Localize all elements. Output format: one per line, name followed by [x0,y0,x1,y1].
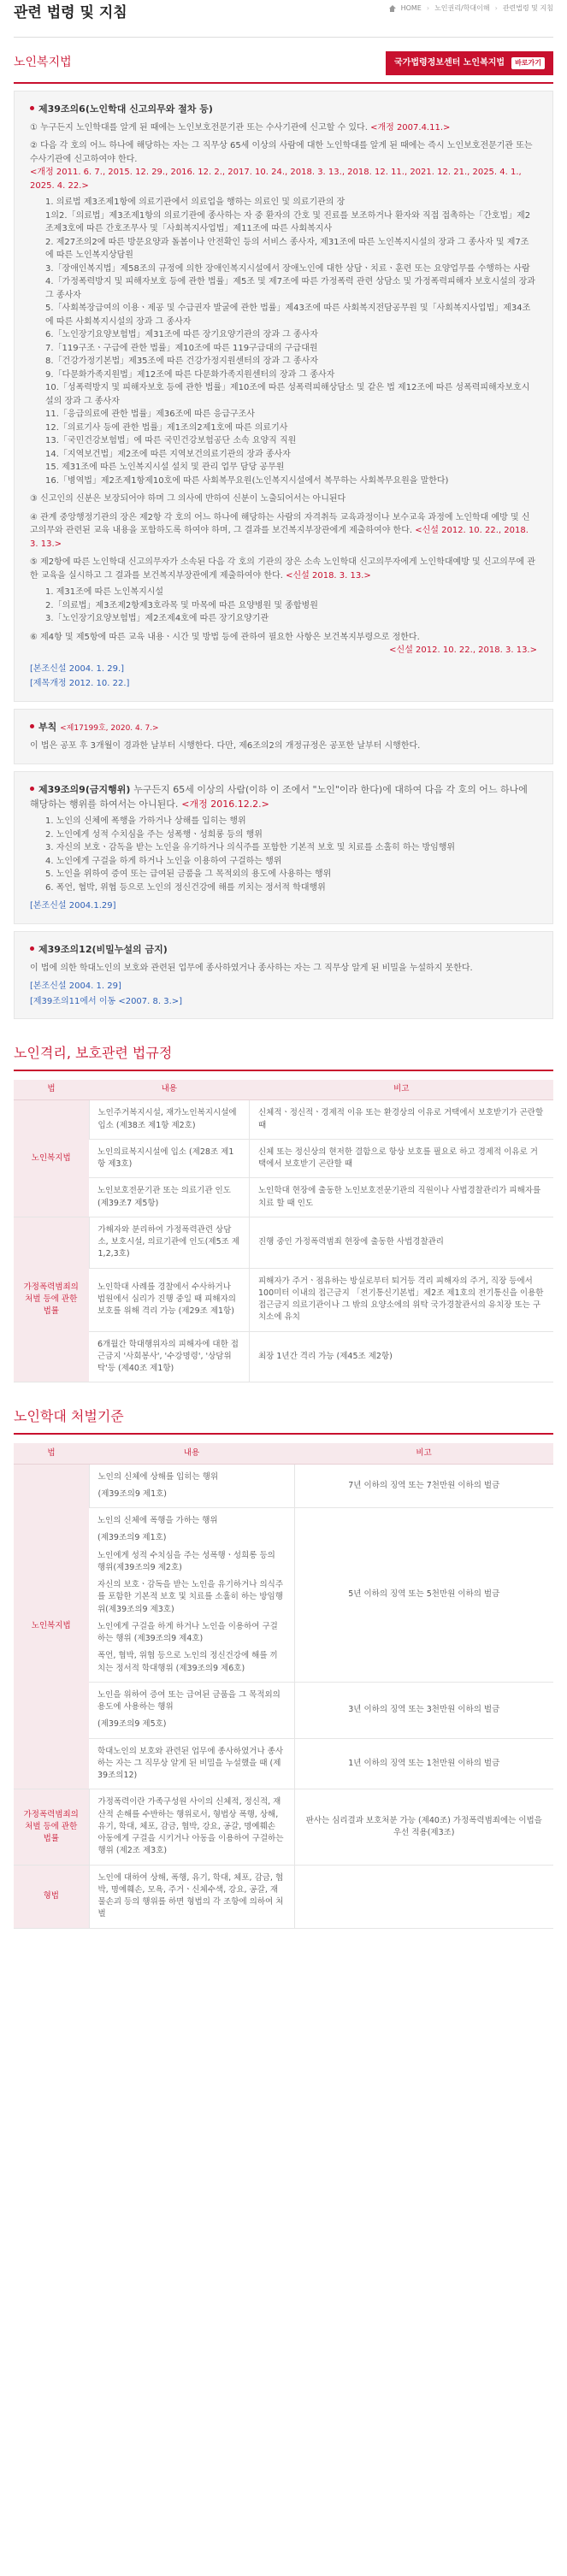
list-item: 6. 폭언, 협박, 위협 등으로 노인의 정신건강에 해를 끼치는 정서적 학대행위 [45,882,326,893]
content-cell: 노인학대 사례를 경찰에서 수사하거나 법원에서 심리가 진행 중일 때 피해자의 보호를 위해 격리 가능 (제29조 제1항) [89,1268,249,1331]
list-item: 13.「국민건강보험법」에 따른 국민건강보험공단 소속 요양직 직원 [45,436,297,446]
list-item: 1. 제31조에 따른 노인복지시설 [45,587,164,598]
list-item: 3.「노인장기요양보험법」제2조제4호에 따른 장기요양기관 [45,614,269,624]
list-item: 7.「119구조ㆍ구급에 관한 법률」제10조에 따른 119구급대의 구급대원 [45,343,318,353]
list-item: 2.「의료법」제3조제2항제3호라목 및 마목에 따른 요양병원 및 종합병원 [45,600,318,610]
paragraph-4: ④ 관계 중앙행정기관의 장은 제2항 각 호의 어느 하나에 해당하는 사람의 자격취득 교육과정이나 보수교육 과정에 노인학대 예방 및 신고의무와 관련된 교육 내용을 포함하도록 하여야 하며, 그 결과를 보건복지부장관에게 제출하여야 한다. <신설 2012. 10. 22., 2018. 3. 13.> [30,512,530,549]
bullet-icon [30,724,34,728]
law-category-cell: 노인복지법 [14,1100,89,1217]
bullet-icon [30,106,34,110]
list-item: 1. 노인의 신체에 폭행을 가하거나 상해를 입히는 행위 [45,816,246,827]
content-cell [89,1865,294,1928]
article-title: 부칙 <제17199호, 2020. 4. 7.> [30,720,537,735]
paragraph-5: ⑤ 제2항에 따른 노인학대 신고의무자가 소속된 다음 각 호의 기관의 장은 소속 노인학대 신고의무자에게 노인학대예방 및 신고의무에 관한 교육을 실시하고 그 결과를 보건복지부장관에게 제출하여야 한다. <신설 2018. 3. 13.> [30,557,536,581]
note-cell: 7년 이하의 징역 또는 7천만원 이하의 벌금 [294,1464,553,1508]
table-row [14,1139,553,1178]
enactment-note: [본조신설 2004. 1. 29] [30,981,121,992]
law-category-cell: 형법 [14,1865,89,1928]
paragraph-6: ⑥ 제4항 및 제5항에 따른 교육 내용ㆍ시간 및 방법 등에 관하여 필요한 사항은 보건복지부령으로 정한다. <신설 2012. 10. 22., 2018. 3. 13.> [30,632,537,656]
note-cell: 판사는 심리결과 보호처분 가능 (제40조) 가정폭력범죄에는 이법을 우선 적용(제3조) [294,1789,553,1865]
page-title: 관련 법령 및 지침 [14,4,127,21]
list-item: 11.「응급의료에 관한 법률」제36조에 따른 응급구조사 [45,410,255,420]
home-icon[interactable] [388,5,396,12]
law-section-title: 노인복지법 [14,55,72,69]
article-title: 제39조의12(비밀누설의 금지) [30,942,537,957]
note-cell [294,1865,553,1928]
content-cell: 가해자와 분리하여 가정폭력관련 상담소, 보호시설, 의료기관에 인도(제5조 제1,2,3호) [89,1217,249,1268]
content-cell [89,1738,294,1789]
article-39-9-box [14,771,553,924]
section-title-punishment: 노인학대 처벌기준 [14,1406,553,1435]
enactment-note: [본조신설 2004.1.29] [30,901,116,911]
breadcrumb-home[interactable]: HOME [400,4,422,12]
content-line: 노인의 신체에 상해를 입히는 행위 [97,1471,219,1482]
prohibited-acts-list [45,815,537,894]
table-row [14,1268,553,1331]
law-info-link-label: 국가법령정보센터 노인복지법 [394,58,505,68]
note-cell: 피해자가 주거ㆍ점유하는 방실로부터 퇴거등 격리 피해자의 주거, 직장 등에서 100미터 이내의 접근금지 「전기통신기본법」제2조 제1호의 전기통신을 이용한 접근금지 의료기관이나 그 밖의 요양소에의 위탁 국가경찰관서의 유치장 또는 구치소에 유치 [249,1268,553,1331]
table-row [14,1100,553,1140]
article-title: 제39조의6(노인학대 신고의무와 절차 등) [30,102,537,116]
paragraph-1: ① 누구든지 노인학대를 알게 된 때에는 노인보호전문기관 또는 수사기관에 신고할 수 있다. <개정 2007.4.11.> [30,122,451,133]
content-line: (제39조의9 제1호) [97,1488,167,1499]
content-line: (제39조의9 제1호) [97,1533,167,1543]
addendum-text: 이 법은 공포 후 3개월이 경과한 날부터 시행한다. 다만, 제6조의2의 개정규정은 공포한 날부터 시행한다. [30,741,421,752]
list-item: 9.「다문화가족지원법」제12조에 따른 다문화가족지원센터의 장과 그 종사자 [45,369,335,380]
bullet-icon [30,787,34,791]
breadcrumb [388,3,553,14]
institution-list [45,586,537,626]
column-header: 비고 [249,1080,553,1100]
content-line: 자신의 보호ㆍ감독을 받는 노인을 유기하거나 의식주를 포함한 기본적 보호 및 치료를 소홀히 하는 방임행위(제39조의9 제3호) [97,1580,283,1614]
article-39-12-box [14,931,553,1020]
section-title-isolation: 노인격리, 보호관련 법규정 [14,1043,553,1071]
punishment-table [14,1443,553,1929]
paragraph-3: ③ 신고인의 신분은 보장되어야 하며 그 의사에 반하여 신분이 노출되어서는 아니된다 [30,494,346,504]
enactment-note: [본조신설 2004. 1. 29.] [30,663,125,674]
list-item: 3. 자신의 보호ㆍ감독을 받는 노인을 유기하거나 의식주를 포함한 기본적 보호 및 치료를 소홀히 하는 방임행위 [45,843,456,853]
table-row [14,1508,553,1683]
content-line: (제39조의9 제5호) [97,1719,167,1730]
content-cell [89,1789,294,1865]
note-cell: 최장 1년간 격리 가능 (제45조 제2항) [249,1331,553,1382]
list-item: 5.「사회복장급여의 이용ㆍ제공 및 수급권자 발굴에 관한 법률」제43조에 따른 사회복지전담공무원 및「사회복지사업법」제34조에 따른 사회복지시설의 장과 그 종사자 [45,304,531,327]
list-item: 2. 제27조의2에 따른 방문요양과 돌봄이나 안전확인 등의 서비스 종사자, 제31조에 따른 노인복지시설의 장과 그 종사자 및 제7조에 따른 노인복지상담원 [45,237,529,261]
list-item: 16.「병역법」제2조제1항제10호에 따른 사회복무요원(노인복지시설에서 복무하는 사회복무요원을 말한다) [45,475,449,486]
content-cell [89,1682,294,1738]
list-item: 2. 노인에게 성적 수치심을 주는 성폭행ㆍ성희롱 등의 행위 [45,829,263,840]
list-item: 3.「장애인복지법」제58조의 규정에 의한 장애인복지시설에서 장애노인에 대한 상담ㆍ치료ㆍ훈련 또는 요양업무를 수행하는 사람 [45,263,530,274]
confidentiality-text: 이 법에 의한 학대노인의 보호와 관련된 업무에 종사하였거나 종사하는 자는 그 직무상 알게 된 비밀을 누설하지 못한다. [30,963,473,973]
list-item: 5. 노인을 위하여 증여 또는 급여된 금품을 그 목적외의 용도에 사용하는 행위 [45,869,332,880]
isolation-law-table [14,1080,553,1383]
relocation-note: [제39조의11에서 이동 <2007. 8. 3.>] [30,996,183,1006]
breadcrumb-separator: › [494,4,498,12]
note-cell: 3년 이하의 징역 또는 3천만원 이하의 벌금 [294,1682,553,1738]
article-title: 제39조의9(금지행위) 누구든지 65세 이상의 사람(이하 이 조에서 "노인"이라 한다)에 대하여 다음 각 호의 어느 하나에 해당하는 행위를 하여서는 아니된다. <개정 2016.12.2.> [30,783,528,811]
column-header: 내용 [89,1080,249,1100]
note-cell: 1년 이하의 징역 또는 1천만원 이하의 벌금 [294,1738,553,1789]
content-line: 가정폭력이란 가족구성원 사이의 신체적, 정신적, 재산적 손해를 수반하는 행위로서, 형법상 폭행, 상해, 유기, 학대, 체포, 감금, 협박, 강요, 공갈, 명예훼손 아동에게 구걸을 시키거나 아동을 이용하여 구걸하는 행위 (제2조 제3호) [97,1797,284,1856]
page-header [14,0,553,38]
article-39-6-box [14,91,553,702]
list-item: 4. 노인에게 구걸을 하게 하거나 노인을 이용하여 구걸하는 행위 [45,856,282,866]
note-cell: 신체적ㆍ정신적ㆍ경제적 이유 또는 환경상의 이유로 거택에서 보호받기가 곤란할 때 [249,1100,553,1140]
content-line: 학대노인의 보호와 관련된 업무에 종사하였거나 종사하는 자는 그 직무상 알게 된 비밀을 누설했을 때 (제39조의12) [97,1746,283,1781]
column-header: 법 [14,1080,89,1100]
title-revision-note: [제목개정 2012. 10. 22.] [30,679,130,689]
list-item: 6.「노인장기요양보험법」제31조에 따른 장기요양기관의 장과 그 종사자 [45,330,318,340]
bullet-icon [30,946,34,951]
addendum-box [14,709,553,764]
note-cell: 노인학대 현장에 출동한 노인보호전문기관의 직원이나 사법경찰관리가 피해자를 치료 할 때 인도 [249,1178,553,1217]
table-row [14,1789,553,1865]
table-row [14,1464,553,1508]
table-row [14,1865,553,1928]
table-row [14,1682,553,1738]
list-item: 14.「지역보건법」제2조에 따른 지역보건의료기관의 장과 종사자 [45,449,291,459]
list-item: 15. 제31조에 따른 노인복지시설 설치 및 관리 업무 담당 공무원 [45,463,285,473]
table-row [14,1217,553,1268]
law-info-link[interactable] [386,51,553,75]
column-header: 비고 [294,1443,553,1464]
breadcrumb-current: 관련법령 및 지침 [502,4,553,12]
law-section-header [14,46,553,84]
breadcrumb-separator: › [426,4,430,12]
table-row [14,1331,553,1382]
content-cell: 6개월간 학대행위자의 피해자에 대한 접근금지 '사회봉사', '수강명령', '상담위탁'등 (제40조 제1항) [89,1331,249,1382]
column-header: 내용 [89,1443,294,1464]
column-header: 법 [14,1443,89,1464]
content-line: 노인에게 성적 수치심을 주는 성폭행ㆍ성희롱 등의 행위(제39조의9 제2호) [97,1550,275,1572]
content-cell: 노인보호전문기관 또는 의료기관 인도 (제39조7 제5항) [89,1178,249,1217]
paragraph-2: ② 다음 각 호의 어느 하나에 해당하는 자는 그 직무상 65세 이상의 사람에 대한 노인학대를 알게 된 때에는 즉시 노인보호전문기관 또는 수사기관에 신고하여야 한다. <개정 2011. 6. 7., 2015. 12. 29., 2016. 12. 2., 2017. 10. 24., 2018. 3. 13., 2018. 12. 11., 2021. 12. 21., 2025. 4. 1., 2025. 4. 22.> [30,141,533,191]
list-item: 10.「성폭력방지 및 피해자보호 등에 관한 법률」제10조에 따른 성폭력피해상담소 및 같은 법 제12조에 따른 성폭력피해자보호시설의 장과 그 종사자 [45,383,530,406]
content-line: 폭언, 협박, 위협 등으로 노인의 정신건강에 해를 끼치는 정서적 학대행위 (제39조의9 제6호) [97,1651,278,1673]
list-item: 12.「의료기사 등에 관한 법률」제1조의2제1호에 따른 의료기사 [45,422,288,433]
law-category-cell: 노인복지법 [14,1464,89,1789]
reporter-list [45,196,537,487]
note-cell: 5년 이하의 징역 또는 5천만원 이하의 벌금 [294,1508,553,1683]
note-cell: 신체 또는 정신상의 현저한 결함으로 항상 보호를 필요로 하고 경제적 이유로 거택에서 보호받기 곤란할 때 [249,1139,553,1178]
list-item: 8.「건강가정기본법」제35조에 따른 건강가정지원센터의 장과 그 종사자 [45,357,318,367]
law-category-cell: 가정폭력범죄의 처벌 등에 관한 법률 [14,1217,89,1382]
content-line: 노인을 위하여 증여 또는 급여된 금품을 그 목적외의 용도에 사용하는 행위 [97,1689,281,1712]
list-item: 1. 의료법 제3조제1항에 의료기관에서 의료업을 행하는 의료인 및 의료기관의 장 [45,197,346,208]
content-cell [89,1508,294,1683]
breadcrumb-category[interactable]: 노인권리/학대이해 [434,4,490,12]
content-cell [89,1464,294,1508]
go-button[interactable]: 바로가기 [511,57,545,69]
note-cell: 진행 중인 가정폭력범죄 현장에 출동한 사법경찰관리 [249,1217,553,1268]
content-line: 노인에게 구걸을 하게 하거나 노인을 이용하여 구걸하는 행위 (제39조의9 제4호) [97,1621,278,1644]
content-line: 노인의 신체에 폭행을 가하는 행위 [97,1516,218,1526]
list-item: 4.「가정폭력방지 및 피해자보호 등에 관한 법률」제5조 및 제7조에 따른 가정폭력 관련 상담소 및 가정폭력피해자 보호시설의 장과 그 종사자 [45,277,535,300]
list-item: 1의2.「의료법」제3조제1항의 의료기관에 종사하는 자 중 환자의 간호 및 진료를 보조하거나 환자와 직접 접촉하는「간호법」제2조제3호에 따른 간호조무사 및「사회복지사업법」제11조에 따른 사회복지사 [45,210,531,234]
table-row [14,1738,553,1789]
law-category-cell: 가정폭력범죄의 처벌 등에 관한 법률 [14,1789,89,1865]
content-line: 노인에 대하여 상해, 폭행, 유기, 학대, 체포, 감금, 협박, 명예훼손, 모욕, 주거ㆍ신체수색, 강요, 공갈, 재물손괴 등의 행위를 하면 형법의 각 조항에 의하여 처벌 [97,1872,284,1919]
table-row [14,1178,553,1217]
content-cell: 노인주거복지시설, 재가노인복지시설에 입소 (제38조 제1항 제2호) [89,1100,249,1140]
content-cell: 노인의료복지시설에 입소 (제28조 제1항 제3호) [89,1139,249,1178]
